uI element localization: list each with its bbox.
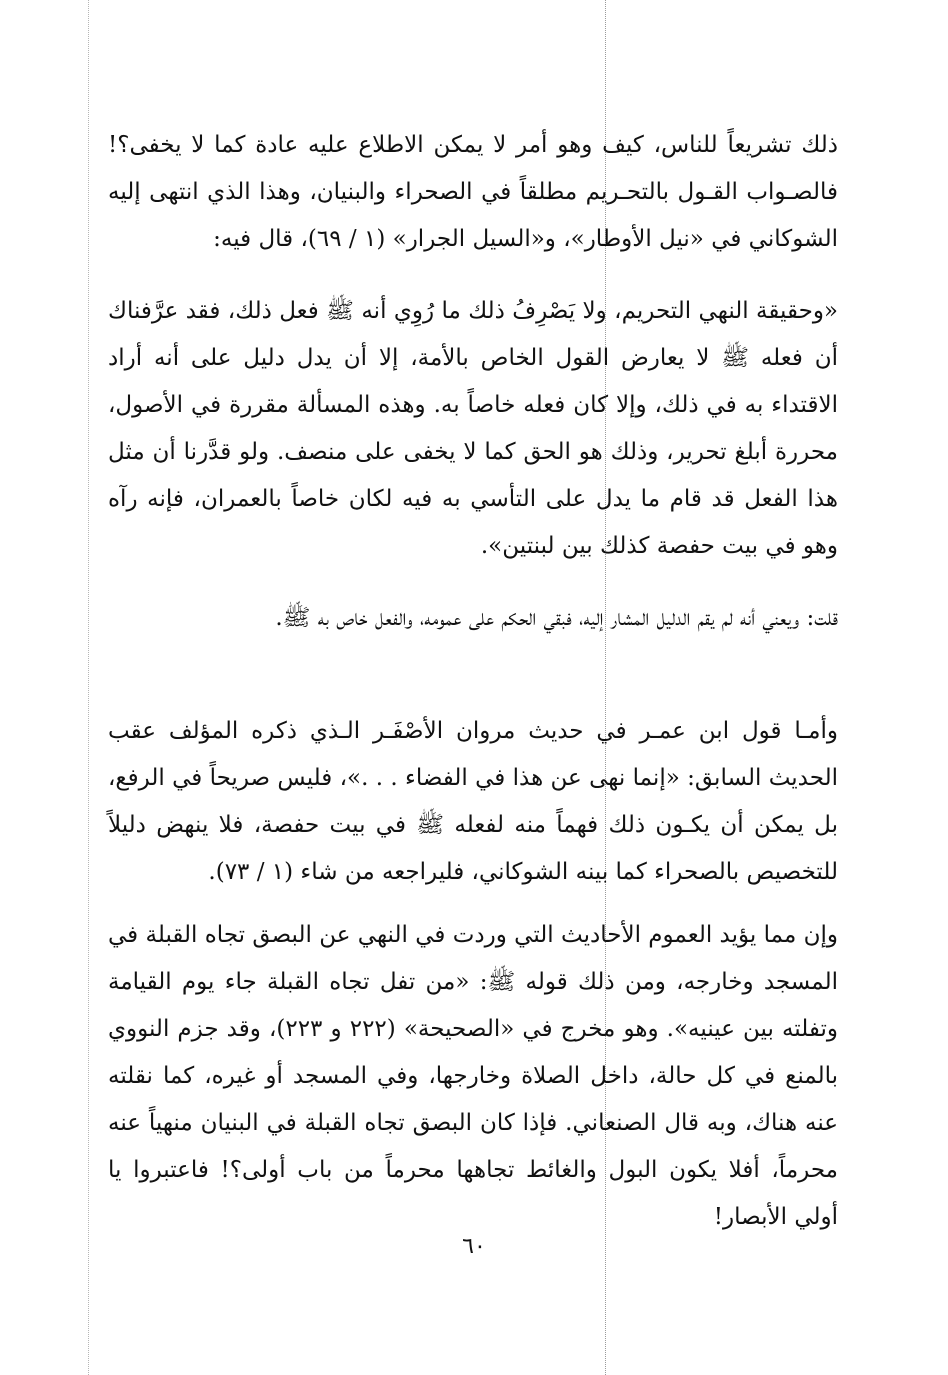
- paragraph-4: [108, 708, 838, 896]
- paragraph-text: ذلك تشريعاً للناس، كيف وهو أمر لا يمكن الاطلاع عليه عادة كما لا يخفى؟! فالصـواب القـول بالتحـريم مطلقاً في الصحراء والبنيان، وهذا الذي انتهى إليه الشوكاني في «نيل الأوطار»، و«السيل الجرار» (١ / ٦٩)، قال فيه:: [108, 132, 838, 252]
- scan-artifact-line-left: [88, 0, 89, 1375]
- paragraph-text: وإن مما يؤيد العموم الأحاديث التي وردت في النهي عن البصق تجاه القبلة في المسجد وخارجه، ومن ذلك قوله ﷺ: «من تفل تجاه القبلة جاء يوم القيامة وتفلته بين عينيه». وهو مخرج في «الصحيحة» (٢٢٢ و ٢٢٣)، وقد جزم النووي بالمنع في كل حالة، داخل الصلاة وخارجها، وفي المسجد أو غيره، كما نقلته عنه هناك، وبه قال الصنعاني. فإذا كان البصق تجاه القبلة في البنيان منهياً عنه محرماً، أفلا يكون البول والغائط تجاهها محرماً من باب أولى؟! فاعتبروا يا أولي الأبصار!: [108, 922, 839, 1230]
- paragraph-text: قلت: ويعني أنه لم يقم الدليل المشار إليه، فبقي الحكم على عمومه، والفعل خاص به ﷺ.: [275, 605, 838, 631]
- paragraph-5: [108, 912, 838, 1241]
- paragraph-text: «وحقيقة النهي التحريم، ولا يَصْرِفُ ذلك ما رُوِي أنه ﷺ فعل ذلك، فقد عرَّفناك أن فعله ﷺ لا يعارض القول الخاص بالأمة، إلا أن يدل دليل على أنه أراد الاقتداء به في ذلك، وإلا كان فعله خاصاً به. وهذه المسألة مقررة في الأصول، محررة أبلغ تحرير، وذلك هو الحق كما لا يخفى على منصف. ولو قدَّرنا أن مثل هذا الفعل قد قام ما يدل على التأسي به فيه لكان خاصاً بالعمران، فإنه رآه وهو في بيت حفصة كذلك بين لبنتين».: [108, 298, 838, 559]
- paragraph-3: [108, 595, 838, 642]
- paragraph-1: [108, 122, 838, 263]
- paragraph-text: وأمـا قول ابن عمـر في حديث مروان الأصْفَـر الـذي ذكره المؤلف عقب الحديث السابق: «إنما نهى عن هذا في الفضاء . . .»، فليس صريحاً في الرفع، بل يمكن أن يكـون ذلك فهماً منه لفعله ﷺ في بيت حفصة، فلا ينهض دليلاً للتخصيص بالصحراء كما بينه الشوكاني، فليراجعه من شاء (١ / ٧٣).: [108, 718, 838, 885]
- paragraph-2-quote: [108, 288, 838, 570]
- page-number: ٦٠: [462, 1234, 486, 1259]
